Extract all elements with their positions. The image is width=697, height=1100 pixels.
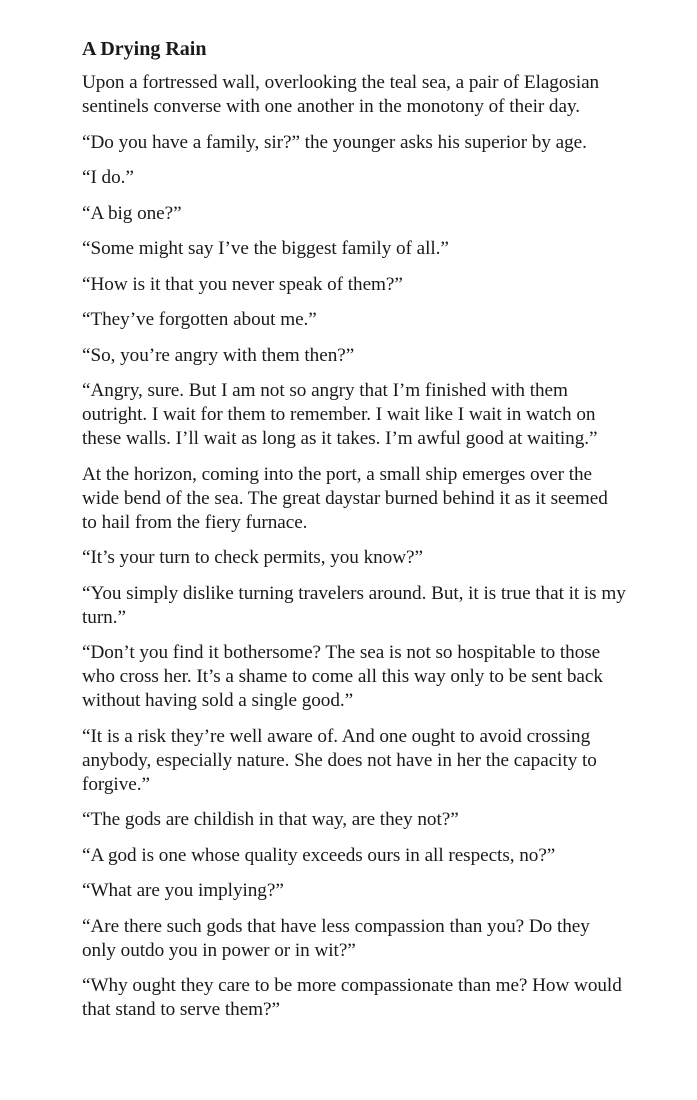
paragraph: “Angry, sure. But I am not so angry that I’m finished with them outright. I wait for them to remember. I wait like I wait in watch on these walls. I’ll wait as long as it takes. I’m awful good at waiting.” [82, 380, 598, 449]
paragraph: “They’ve forgotten about me.” [82, 309, 317, 330]
paragraph: “So, you’re angry with them then?” [82, 344, 355, 366]
paragraph: “A god is one whose quality exceeds ours in all respects, no?” [82, 844, 556, 866]
paragraph: Upon a fortressed wall, overlooking the teal sea, a pair of Elagosian sentinels converse with one another in the monotony of their day. [82, 72, 600, 117]
paragraph: “You simply dislike turning travelers around. But, it is true that it is my turn.” [82, 582, 626, 628]
paragraph: “Don’t you find it bothersome? The sea is not so hospitable to those who cross her. It’s a shame to come all this way only to be sent back without having sold a single good.” [82, 642, 603, 711]
paragraph: “I do.” [82, 167, 134, 188]
paragraph: “The gods are childish in that way, are they not?” [82, 809, 459, 830]
paragraph: At the horizon, coming into the port, a small ship emerges over the wide bend of the sea. The great daystar burned behind it as it seemed to hail from the fiery furnace. [82, 463, 608, 533]
paragraph: “Do you have a family, sir?” the younger asks his superior by age. [82, 131, 587, 153]
document-title: A Drying Rain [82, 38, 207, 60]
paragraph: “It’s your turn to check permits, you know?” [82, 547, 423, 568]
paragraph: “Why ought they care to be more compassionate than me? How would that stand to serve them?” [82, 975, 622, 1020]
paragraph: “Are there such gods that have less compassion than you? Do they only outdo you in power or in wit?” [82, 915, 590, 961]
document-body [82, 36, 627, 1034]
paragraph: “It is a risk they’re well aware of. And one ought to avoid crossing anybody, especially nature. She does not have in her the capacity to forgive.” [82, 725, 597, 795]
paragraph: “What are you implying?” [82, 880, 284, 901]
paragraph: “How is it that you never speak of them?” [82, 273, 403, 295]
paragraph: “A big one?” [82, 202, 182, 224]
paragraph: “Some might say I’ve the biggest family of all.” [82, 238, 449, 259]
